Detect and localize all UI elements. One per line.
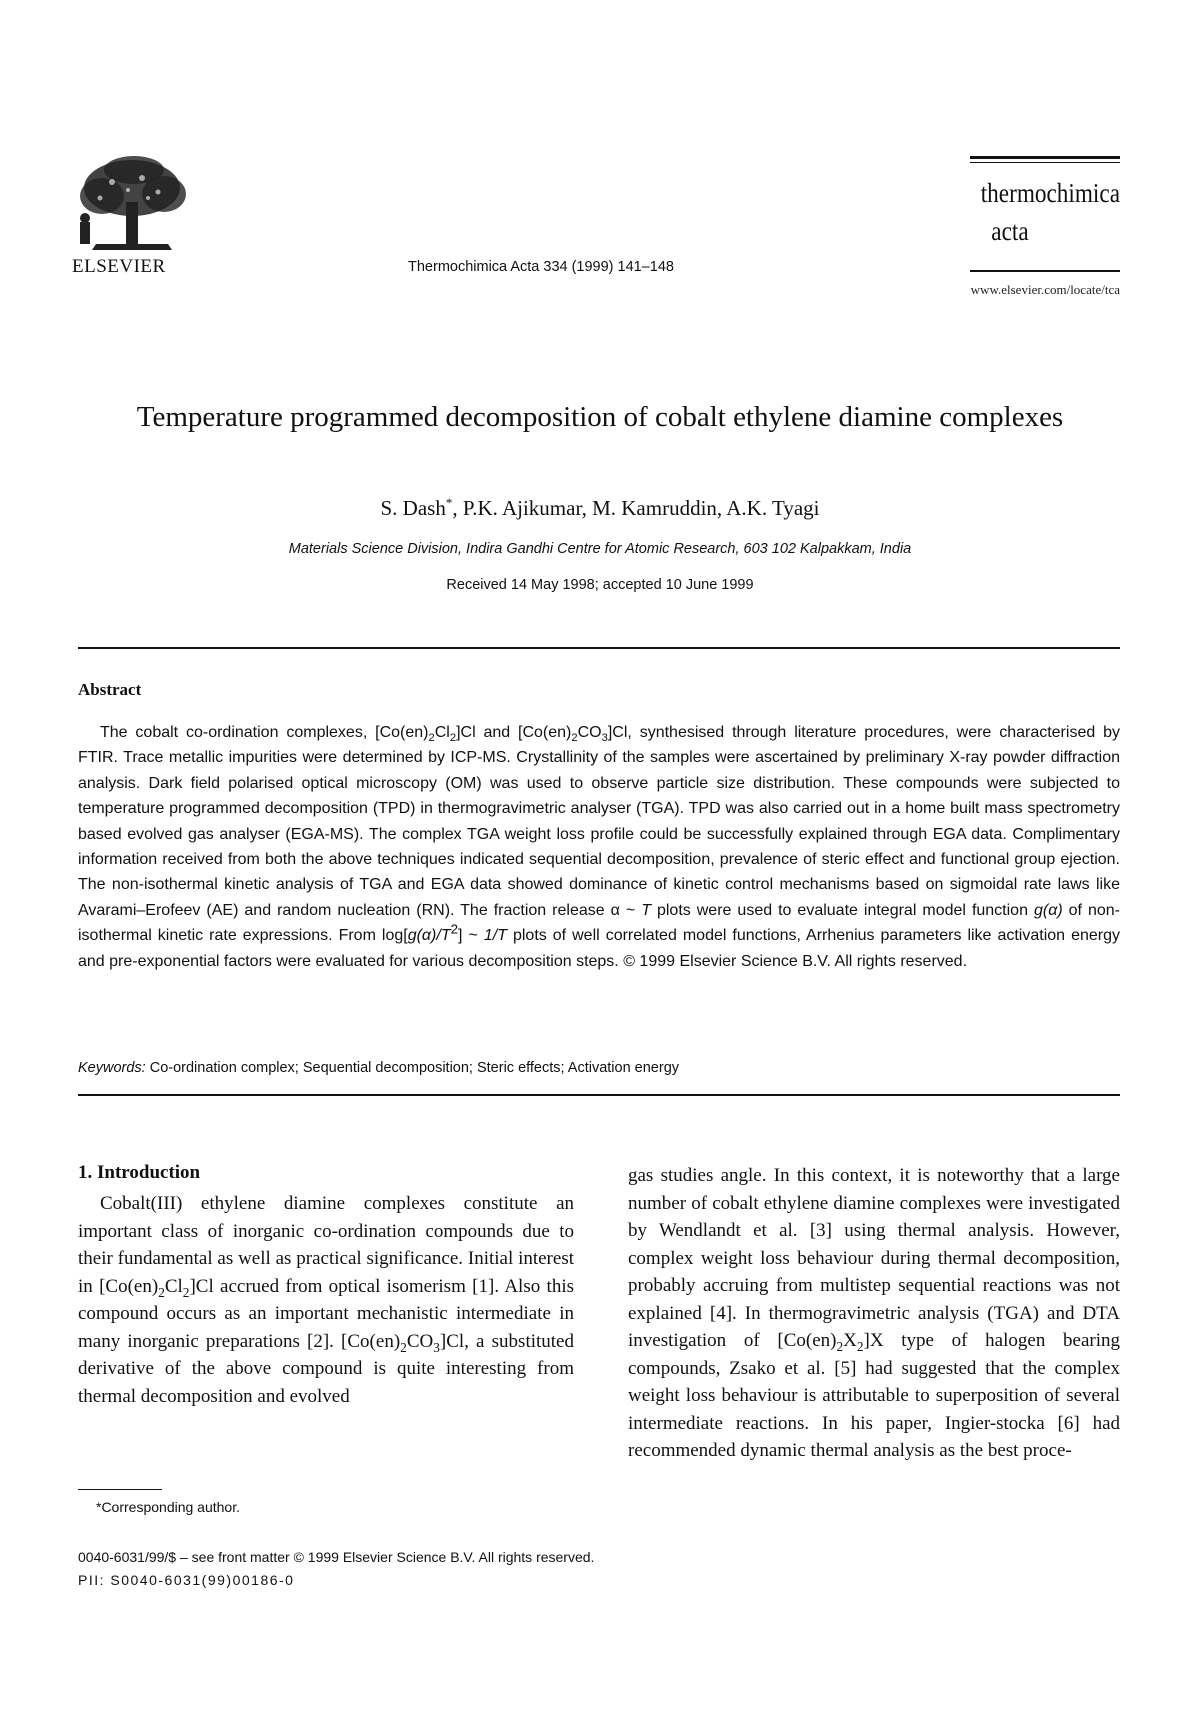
left-column-text: Cobalt(III) ethylene diamine complexes constitute an important class of inorganic co-ordination compounds due to their fundamental as well as practical significance. Initial interest in $[Co(en)_2Cl_2]Cl$ accrued from optical isomerism [1]. Also this compound occurs as an important mechanistic intermediate in many inorganic preparations [2]. $[Co(en)_2CO_3]Cl$, a substituted derivative of the above compound is quite interesting from thermal decomposition and evolved [78,1193,574,1407]
journal-bottom-rule [970,270,1120,272]
footnote: *Corresponding author. [96,1499,240,1515]
received-dates: Received 14 May 1998; accepted 10 June 1999 [446,577,754,593]
abstract-top-rule [78,647,1120,649]
footnote-rule [78,1489,162,1490]
issn-line: 0040-6031/99/$ – see front matter © 1999 Elsevier Science B.V. All rights reserved. [78,1549,595,1565]
affiliation: Materials Science Division, Indira Gandhi Centre for Atomic Research, 603 102 Kalpakkam, India [288,541,912,557]
abstract-text: The cobalt co-ordination complexes, $[Co(en)_2Cl_2]Cl$ and $[Co(en)_2CO_3]Cl$, synthesised through literature procedures, were characterised by FTIR. Trace metallic impurities were determined by ICP-MS. Crystallinity of the samples were ascertained by preliminary X-ray powder diffraction analysis. Dark field polarised optical microscopy (OM) was used to observe particle size distribution. These compounds were subjected to temperature programmed decomposition (TPD) in thermogravimetric analyser (TGA). TPD was also carried out in a home built mass spectrometry based evolved gas analyser (EGA-MS). The complex TGA weight loss profile could be successfully explained through EGA data. Complimentary information received from both the above techniques indicated sequential decomposition, prevalence of steric effect and functional group ejection. The non-isothermal kinetic analysis of TGA and EGA data showed dominance of kinetic control mechanisms based on sigmoidal rate laws like Avarami–Erofeev (AE) and random nucleation (RN). The fraction release α ~ T plots were used to evaluate integral model function g(α) of non-isothermal kinetic rate expressions. From $\log[g(\alpha)/T^2]$ ~ 1/T plots of well correlated model functions, Arrhenius parameters like activation energy and pre-exponential factors were evaluated for various decomposition steps. © 1999 Elsevier Science B.V. All rights reserved. [78,724,1120,970]
journal-name-line1: thermochimica [980,178,1120,208]
section-heading: 1. Introduction [78,1162,201,1183]
journal-top-rule-thin [970,162,1120,163]
journal-top-rule [970,156,1120,159]
journal-citation: Thermochimica Acta 334 (1999) 141–148 [408,259,674,275]
pii-line: PII: S0040-6031(99)00186-0 [78,1572,295,1588]
abstract-heading: Abstract [78,680,142,699]
keywords-line [78,1060,679,1076]
author-first: S. Dash [380,496,446,520]
journal-url[interactable]: www.elsevier.com/locate/tca [970,282,1120,297]
article-title: Temperature programmed decomposition of cobalt ethylene diamine complexes [136,401,1064,433]
publisher-name: ELSEVIER [72,256,166,277]
author-rest: , P.K. Ajikumar, M. Kamruddin, A.K. Tyagi [452,496,820,520]
keywords-list: Co-ordination complex; Sequential decomposition; Steric effects; Activation energy [149,1060,680,1076]
journal-name-line2: acta [991,216,1029,246]
author-list [100,496,1100,521]
keywords-label: Keywords: [78,1060,146,1076]
right-column-text: gas studies angle. In this context, it is noteworthy that a large number of cobalt ethylene diamine complexes were investigated by Wendlandt et al. [3] using thermal analysis. However, complex weight loss behaviour during thermal decomposition, probably accruing from multistep sequential reactions was not explained [4]. In thermogravimetric analysis (TGA) and DTA investigation of $[Co(en)_2X_2]X$ type of halogen bearing compounds, Zsako et al. [5] had suggested that the complex weight loss behaviour is attributable to superposition of several intermediate reactions. In his paper, Ingier-stocka [6] had recommended dynamic thermal analysis as the best proce- [628,1165,1120,1461]
corresponding-mark: * [445,495,453,510]
abstract-bottom-rule [78,1094,1120,1096]
